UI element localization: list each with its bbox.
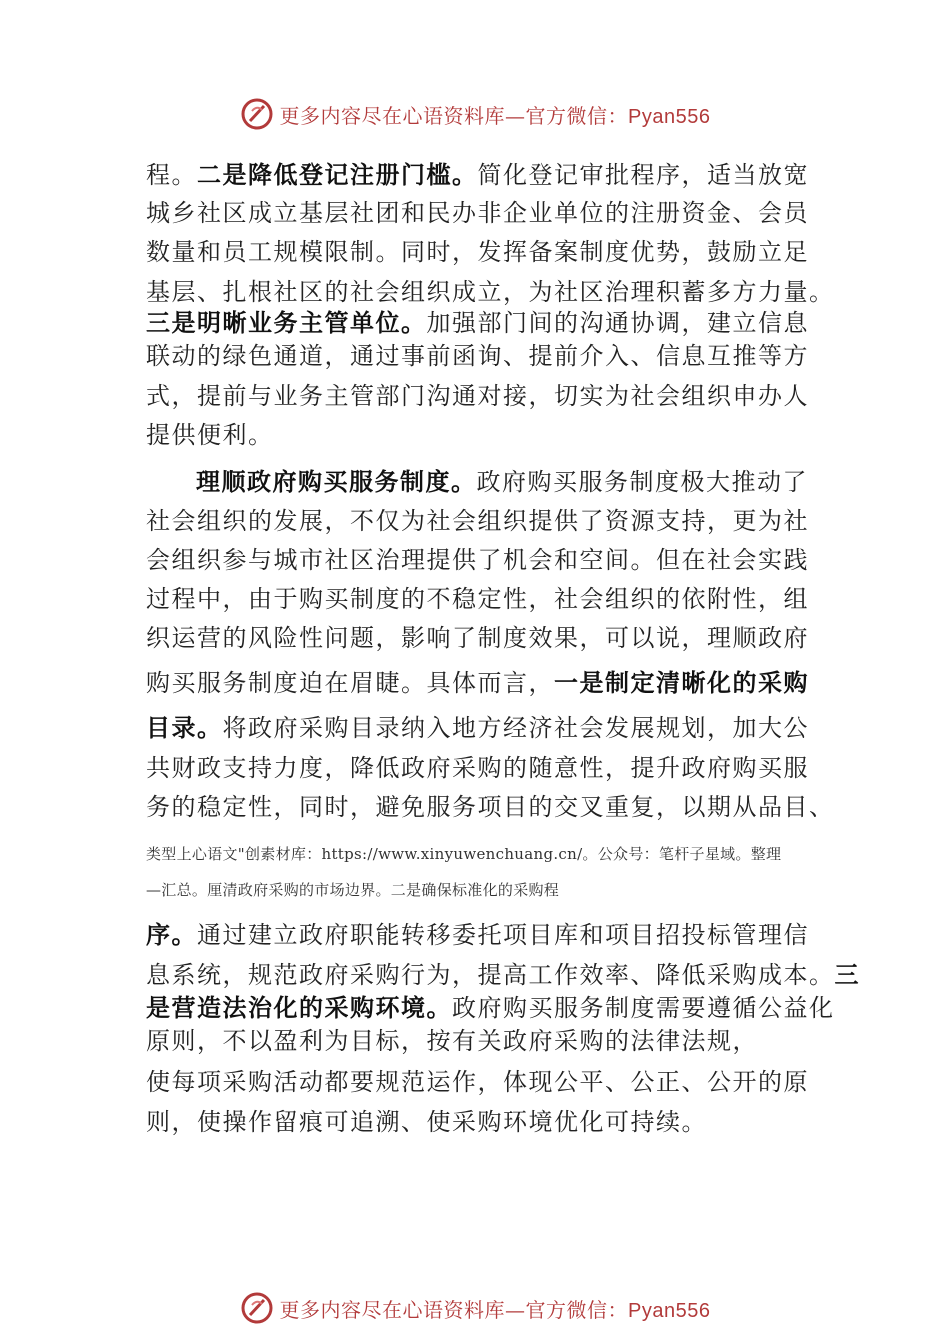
inline-note: —汇总。厘清政府采购的市场边界。二是确保标准化的采购程 — [146, 881, 560, 899]
paragraph-line: 原则，不以盈利为目标，按有关政府采购的法律法规， — [146, 1027, 758, 1055]
paragraph-line: 城乡社区成立基层社团和民办非企业单位的注册资金、会员 — [146, 199, 809, 227]
header-banner — [0, 92, 950, 136]
paragraph-line: 使每项采购活动都要规范运作，体现公平、公正、公开的原 — [146, 1068, 809, 1096]
paragraph-line: 共财政支持力度，降低政府采购的随意性，提升政府购买服 — [146, 754, 809, 782]
logo-icon — [240, 97, 274, 131]
paragraph-line: 社会组织的发展，不仅为社会组织提供了资源支持，更为社 — [146, 507, 809, 535]
paragraph-line: 织运营的风险性问题，影响了制度效果，可以说，理顺政府 — [146, 624, 809, 652]
paragraph-line: 购买服务制度迫在眉睫。具体而言，一是制定清晰化的采购 — [146, 669, 809, 697]
paragraph-line: 过程中，由于购买制度的不稳定性，社会组织的依附性，组 — [146, 585, 809, 613]
paragraph-line: 三是明晰业务主管单位。加强部门间的沟通协调，建立信息 — [146, 309, 809, 337]
inline-note: 类型上心语文"创素材库：https://www.xinyuwenchuang.cn/。公众号：笔杆子星域。整理 — [146, 845, 782, 863]
paragraph-line: 理顺政府购买服务制度。政府购买服务制度极大推动了 — [196, 468, 808, 496]
footer-banner — [0, 1286, 950, 1330]
paragraph-line: 基层、扎根社区的社会组织成立，为社区治理积蓄多方力量。 — [146, 278, 835, 306]
banner-text: 更多内容尽在心语资料库—官方微信：Pyan556 — [279, 1297, 711, 1322]
paragraph-line: 序。通过建立政府职能转移委托项目库和项目招投标管理信 — [146, 921, 809, 949]
paragraph-line: 联动的绿色通道，通过事前函询、提前介入、信息互推等方 — [146, 342, 809, 370]
paragraph-line: 息系统，规范政府采购行为，提高工作效率、降低采购成本。三 — [146, 961, 860, 989]
paragraph-line: 目录。将政府采购目录纳入地方经济社会发展规划，加大公 — [146, 714, 809, 742]
paragraph-line: 程。二是降低登记注册门槛。简化登记审批程序，适当放宽 — [146, 161, 809, 189]
logo-icon — [240, 1291, 274, 1325]
paragraph-line: 数量和员工规模限制。同时，发挥备案制度优势，鼓励立足 — [146, 238, 809, 266]
paragraph-line: 式，提前与业务主管部门沟通对接，切实为社会组织申办人 — [146, 382, 809, 410]
paragraph-line: 会组织参与城市社区治理提供了机会和空间。但在社会实践 — [146, 546, 809, 574]
paragraph-line: 则，使操作留痕可追溯、使采购环境优化可持续。 — [146, 1108, 707, 1136]
banner-text: 更多内容尽在心语资料库—官方微信：Pyan556 — [279, 103, 711, 128]
paragraph-line: 务的稳定性，同时，避免服务项目的交叉重复，以期从品目、 — [146, 793, 835, 821]
paragraph-line: 是营造法治化的采购环境。政府购买服务制度需要遵循公益化 — [146, 994, 835, 1022]
paragraph-line: 提供便利。 — [146, 421, 274, 449]
